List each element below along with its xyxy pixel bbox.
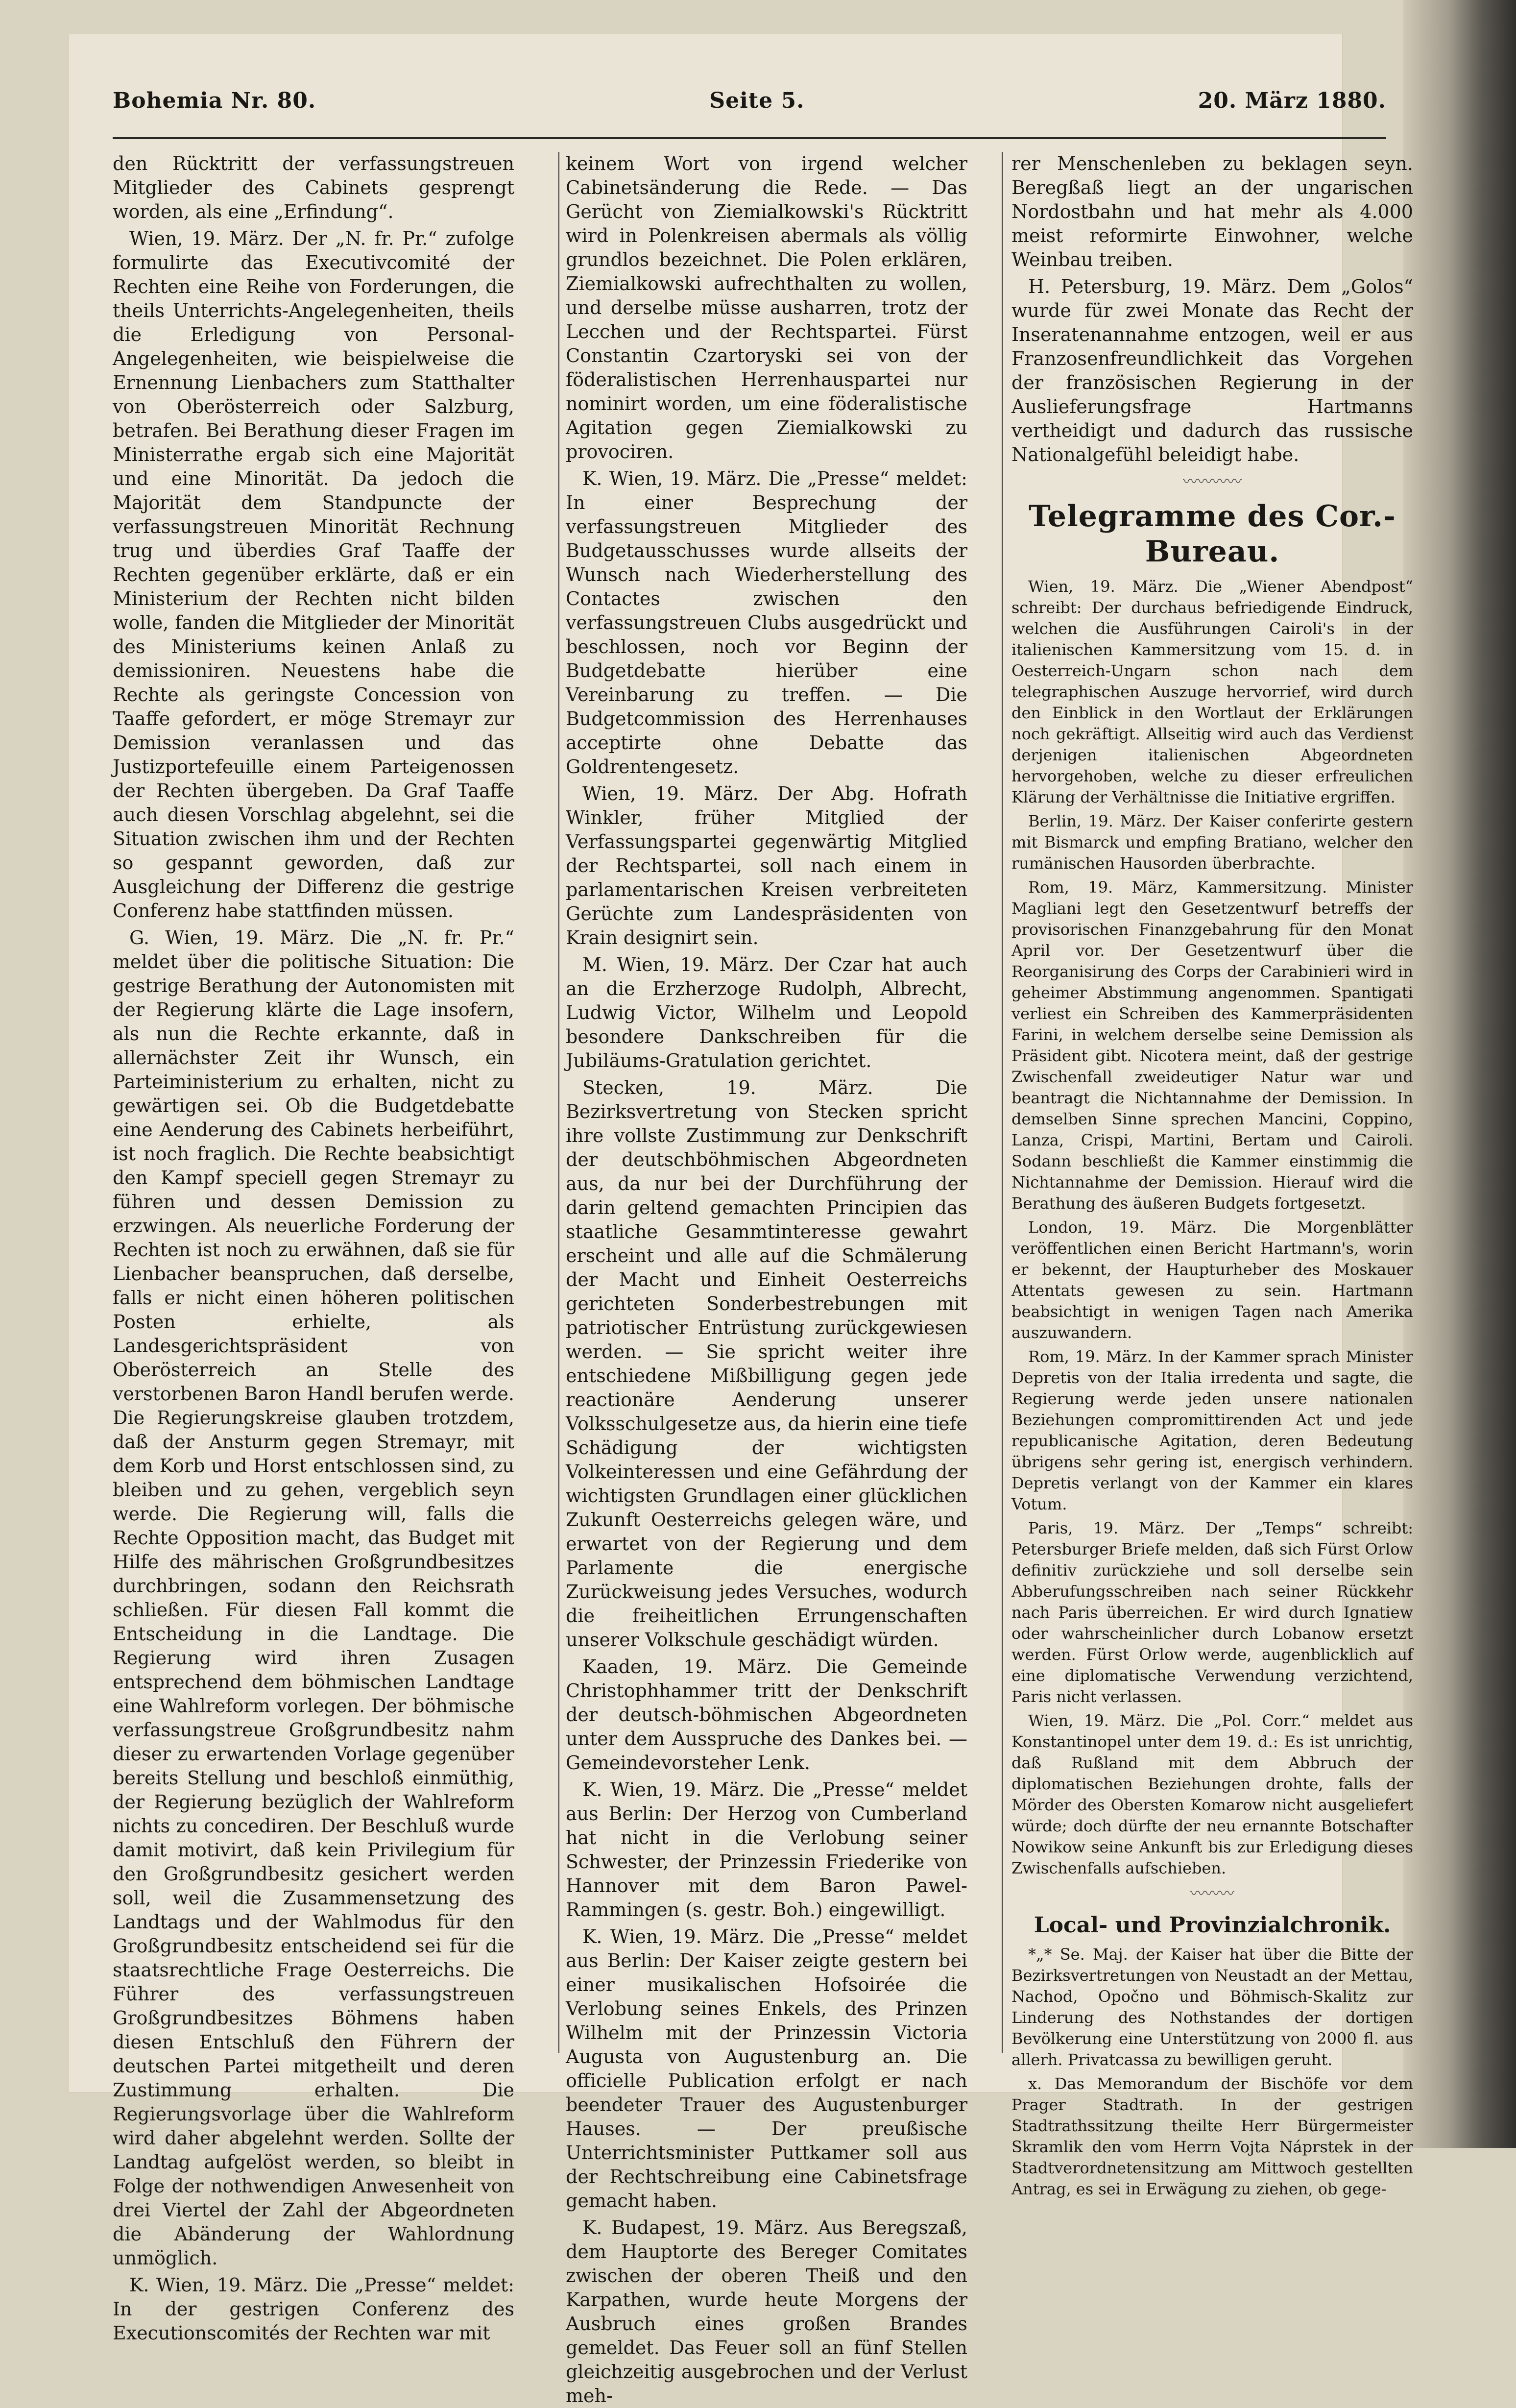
article-paragraph: K. Wien, 19. März. Die „Presse“ meldet aus Berlin: Der Kaiser zeigte gestern bei einer musikalischen Hofsoirée die Verlobung seines Enkels, des Prinzen Wilhelm mit der Prinzessin Victoria Augusta von Augustenburg an. Die officielle Publication erfolgt er nach beendeter Trauer des Augustenburger Hauses. — Der preußische Unterrichtsminister Puttkamer soll aus der Rechtschreibung eine Cabinetsfrage gemacht haben. [566,1926,967,2212]
telegram-item: Paris, 19. März. Der „Temps“ schreibt: Petersburger Briefe melden, daß sich Fürst Orlow definitiv zurückziehe und soll derselbe sein Abberufungsschreiben nach seiner Rückkehr nach Paris überreichen. Er wird durch Ignatiew oder wahrscheinlicher durch Lobanow ersetzt werden. Fürst Orlow werde, augenblicklich auf eine diplomatische Verwendung verzichtend, Paris nicht verlassen. [1011,1519,1413,1706]
header-paper-issue: Bohemia Nr. 80. [113,88,316,113]
telegram-item: Wien, 19. März. Die „Pol. Corr.“ meldet aus Konstantinopel unter dem 19. d.: Es ist unrichtig, daß Rußland mit dem Abbruch der diplomatischen Beziehungen drohte, falls der Mörder des Obersten Komarow nicht ausgeliefert würde; doch dürfte der neu ernannte Botschafter Nowikow seine Ankunft bis zur Erledigung dieses Zwischenfalls aufschieben. [1011,1711,1413,1877]
telegram-section-title: Telegramme des Cor.-Bureau. [1029,499,1396,569]
column-3 [1011,152,1413,2198]
telegram-item: Berlin, 19. März. Der Kaiser conferirte gestern mit Bismarck und empfing Bratiano, welcher den rumänischen Hausorden überbrachte. [1011,812,1413,873]
article-paragraph: K. Wien, 19. März. Die „Presse“ meldet: In einer Besprechung der verfassungstreuen Mitglieder des Budgetausschusses wurde allseits der Wunsch nach Wiederherstellung des Contactes zwischen den verfassungstreuen Clubs ausgedrückt und beschlossen, noch vor Beginn der Budgetdebatte hierüber eine Vereinbarung zu treffen. — Die Budgetcommission des Herrenhauses acceptirte ohne Debatte das Goldrentengesetz. [566,468,967,778]
section-ornament: 〰〰〰〰 [1183,473,1242,490]
header-date: 20. März 1880. [1198,88,1386,113]
column-divider [558,152,559,2053]
article-paragraph: keinem Wort von irgend welcher Cabinetsänderung die Rede. — Das Gerücht von Ziemialkowski's Rücktritt wird in Polenkreisen abermals als völlig grundlos bezeichnet. Die Polen erklären, Ziemialkowski aufrechthalten zu wollen, und derselbe müsse ausharren, trotz der Lecchen und der Rechtspartei. Fürst Constantin Czartoryski sei von der föderalistischen Herrenhauspartei nur nominirt worden, um eine föderalistische Agitation gegen Ziemialkowski zu provociren. [566,153,967,462]
telegram-item: London, 19. März. Die Morgenblätter veröffentlichen einen Bericht Hartmann's, worin er bekennt, der Haupturheber des Moskauer Attentats gewesen zu sein. Hartmann beabsichtigt in wenigen Tagen nach Amerika auszuwandern. [1011,1218,1413,1342]
page-header [113,64,1386,137]
header-rule [113,137,1386,139]
article-paragraph: K. Budapest, 19. März. Aus Beregszaß, dem Hauptorte des Bereger Comitates zwischen der oberen Theiß und den Karpathen, wurde heute Morgens der Ausbruch eines großen Brandes gemeldet. Das Feuer soll an fünf Stellen gleichzeitig ausgebrochen und der Verlust meh- [566,2217,967,2407]
article-paragraph: M. Wien, 19. März. Der Czar hat auch an die Erzherzoge Rudolph, Albrecht, Ludwig Victor, Wilhelm und Leopold besondere Dankschreiben für die Jubiläums-Gratulation gerichtet. [566,954,967,1071]
book-spine [1403,0,1516,2148]
header-page-number: Seite 5. [709,88,805,113]
article-paragraph: H. Petersburg, 19. März. Dem „Golos“ wurde für zwei Monate das Recht der Inseratenannahme entzogen, weil er aus Franzosenfreundlichkeit das Vorgehen der französischen Regierung in der Auslieferungsfrage Hartmanns vertheidigt und dadurch das russische Nationalgefühl beleidigt habe. [1011,276,1413,465]
article-paragraph: Stecken, 19. März. Die Bezirksvertretung von Stecken spricht ihre vollste Zustimmung zur Denkschrift der deutschböhmischen Abgeordneten aus, da nur bei der Durchführung der darin geltend gemachten Principien das staatliche Gesammtinteresse gewahrt erscheint und alle auf die Schmälerung der Macht und Einheit Oesterreichs gerichteten Sonderbestrebungen mit patriotischer Entrüstung zurückgewiesen werden. — Sie spricht weiter ihre entschiedene Mißbilligung gegen jede reactionäre Aenderung unserer Volksschulgesetze aus, da hierin eine tiefe Schädigung der wichtigsten Volkeinteressen und eine Gefährdung der wichtigsten Grundlagen einer glücklichen Zukunft Oesterreichs gelegen wäre, und erwartet von der Regierung und dem Parlamente die energische Zurückweisung jedes Versuches, wodurch die freiheitlichen Errungenschaften unserer Volkschule geschädigt würden. [566,1077,967,1651]
article-paragraph: Wien, 19. März. Der Abg. Hofrath Winkler, früher Mitglied der Verfassungspartei gegenwärtig Mitglied der Rechtspartei, soll nach einem in parlamentarischen Kreisen verbreiteten Gerüchte zum Landespräsidenten von Krain designirt sein. [566,783,967,949]
telegram-item: Rom, 19. März, Kammersitzung. Minister Magliani legt den Gesetzentwurf betreffs der provisorischen Finanzgebahrung für den Monat April vor. Der Gesetzentwurf über die Reorganisirung des Corps der Carabinieri wird in geheimer Abstimmung angenommen. Spantigati verliest ein Schreiben des Kammerpräsidenten Farini, in welchem derselbe seine Demission als Präsident gibt. Nicotera meint, daß der gestrige Zwischenfall zweideutiger Natur war und beantragt die Nichtannahme der Demission. In demselben Sinne sprechen Mancini, Coppino, Lanza, Crispi, Martini, Bertam und Cairoli. Sodann beschließt die Kammer einstimmig die Nichtannahme der Demission. Hierauf wird die Berathung des äußeren Budgets fortgesetzt. [1011,878,1413,1213]
newspaper-page [69,34,1413,2407]
telegram-item: Rom, 19. März. In der Kammer sprach Minister Depretis von der Italia irredenta und sagte, die Regierung werde jeden unsere nationalen Beziehungen compromittirenden Act und jede republicanische Agitation, deren Bedeutung übrigens sehr gering ist, energisch verhindern. Depretis verlangt von der Kammer ein klares Votum. [1011,1347,1413,1513]
article-paragraph: Wien, 19. März. Der „N. fr. Pr.“ zufolge formulirte das Executivcomité der Rechten eine Reihe von Forderungen, die theils Unterrichts-Angelegenheiten, theils die Erledigung von Personal-Angelegenheiten, wie beispielweise die Ernennung Lienbachers zum Statthalter von Oberösterreich oder Salzburg, betrafen. Bei Berathung dieser Fragen im Ministerrathe ergab sich eine Majorität und eine Minorität. Da jedoch die Majorität dem Standpuncte der verfassungstreuen Minorität Rechnung trug und überdies Graf Taaffe der Rechten gegenüber erklärte, daß er ein Ministerium der Rechten nicht bilden wolle, fanden die Mitglieder der Minorität des Ministeriums keinen Anlaß zu demissioniren. Neuestens habe die Rechte als geringste Concession von Taaffe gefordert, er möge Stremayr zur Demission veranlassen und das Justizportefeuille einem Parteigenossen der Rechten übergeben. Da Graf Taaffe auch diesen Vorschlag abgelehnt, sei die Situation zwischen ihm und der Rechten so gespannt geworden, daß zur Ausgleichung der Differenz die gestrige Conferenz habe stattfinden müssen. [113,228,514,922]
article-paragraph: G. Wien, 19. März. Die „N. fr. Pr.“ meldet über die politische Situation: Die gestrige Berathung der Autonomisten mit der Regierung klärte die Lage insofern, als nun die Rechte erkannte, daß in allernächster Zeit ihr Wunsch, ein Parteiministerium zu erhalten, nicht zu gewärtigen sei. Ob die Budgetdebatte eine Aenderung des Cabinets herbeiführt, ist noch fraglich. Die Rechte beabsichtigt den Kampf speciell gegen Stremayr zu führen und dessen Demission zu erzwingen. Als neuerliche Forderung der Rechten ist noch zu erwähnen, daß sie für Lienbacher beanspruchen, daß derselbe, falls er nicht einen höheren politischen Posten erhielte, als Landesgerichtspräsident von Oberösterreich an Stelle des verstorbenen Baron Handl berufen werde. Die Regierungskreise glauben trotzdem, daß der Ansturm gegen Stremayr, mit dem Korb und Horst entschlossen sind, zu bleiben und zu gehen, vergeblich seyn werde. Die Regierung will, falls die Rechte Opposition macht, das Budget mit Hilfe des mährischen Großgrundbesitzes durchbringen, sodann den Reichsrath schließen. Für diesen Fall kommt die Entscheidung in die Landtage. Die Regierung wird ihren Zusagen entsprechend dem böhmischen Landtage eine Wahlreform vorlegen. Der böhmische verfassungstreue Großgrundbesitz nahm dieser zu erwartenden Vorlage gegenüber bereits Stellung und beschloß einmüthig, der Regierung bezüglich der Wahlreform nichts zu concediren. Der Beschluß wurde damit motivirt, daß kein Privilegium für den Großgrundbesitz gesichert werden soll, weil die Zusammensetzung des Landtags und der Wahlmodus für den Großgrundbesitz entscheidend sei für die staatsrechtliche Frage Oesterreichs. Die Führer des verfassungstreuen Großgrundbesitzes Böhmens haben diesen Entschluß den Führern der deutschen Partei mitgetheilt und deren Zustimmung erhalten. Die Regierungsvorlage über die Wahlreform wird daher abgelehnt werden. Sollte der Landtag aufgelöst werden, so bleibt in Folge der nothwendigen Anwesenheit von drei Viertel der Zahl der Abgeordneten die Abänderung der Wahlordnung unmöglich. [113,927,514,2269]
article-paragraph: rer Menschenleben zu beklagen seyn. Beregßaß liegt an der ungarischen Nordostbahn und hat mehr als 4.000 meist reformirte Einwohner, welche Weinbau treiben. [1011,153,1413,270]
article-paragraph: K. Wien, 19. März. Die „Presse“ meldet: In der gestrigen Conferenz des Executionscomités der Rechten war mit [113,2274,514,2344]
local-news-item: x. Das Memorandum der Bischöfe vor dem Prager Stadtrath. In der gestrigen Stadtrathssitzung theilte Herr Bürgermeister Skramlik den vom Herrn Vojta Náprstek in der Stadtverordnetensitzung am Mittwoch gestellten Antrag, es sei in Erwägung zu ziehen, ob gege- [1011,2074,1413,2198]
telegram-item: Wien, 19. März. Die „Wiener Abendpost“ schreibt: Der durchaus befriedigende Eindruck, welchen die Ausführungen Cairoli's in der italienischen Kammersitzung vom 15. d. in Oesterreich-Ungarn schon nach dem telegraphischen Auszuge hervorrief, wird durch den Einblick in den Wortlaut der Erklärungen noch gekräftigt. Allseitig wird auch das Verdienst derjenigen italienischen Abgeordneten hervorgehoben, welche zu dieser erfreulichen Klärung der Verhältnisse die Initiative ergriffen. [1011,577,1413,806]
column-2 [566,152,967,2407]
section-ornament: 〰〰〰 [1190,1885,1234,1902]
column-divider [1002,152,1003,2053]
article-paragraph: den Rücktritt der verfassungstreuen Mitglieder des Cabinets gesprengt worden, als eine „Erfindung“. [113,153,514,222]
local-section-title: Local- und Provinzialchronik. [1034,1913,1391,1938]
article-paragraph: K. Wien, 19. März. Die „Presse“ meldet aus Berlin: Der Herzog von Cumberland hat nicht in die Verlobung seiner Schwester, der Prinzessin Friederike von Hannover mit dem Baron Pawel-Rammingen (s. gestr. Boh.) eingewilligt. [566,1779,967,1921]
local-news-item: *„* Se. Maj. der Kaiser hat über die Bitte der Bezirksvertretungen von Neustadt an der Mettau, Nachod, Opočno und Böhmisch-Skalitz zur Linderung des Nothstandes der dortigen Bevölkerung eine Unterstützung von 2000 fl. aus allerh. Privatcassa zu bewilligen geruht. [1011,1945,1413,2069]
column-1 [113,152,514,2344]
article-paragraph: Kaaden, 19. März. Die Gemeinde Christophhammer tritt der Denkschrift der deutsch-böhmischen Abgeordneten unter dem Ausspruche des Dankes bei. — Gemeindevorsteher Lenk. [566,1656,967,1774]
